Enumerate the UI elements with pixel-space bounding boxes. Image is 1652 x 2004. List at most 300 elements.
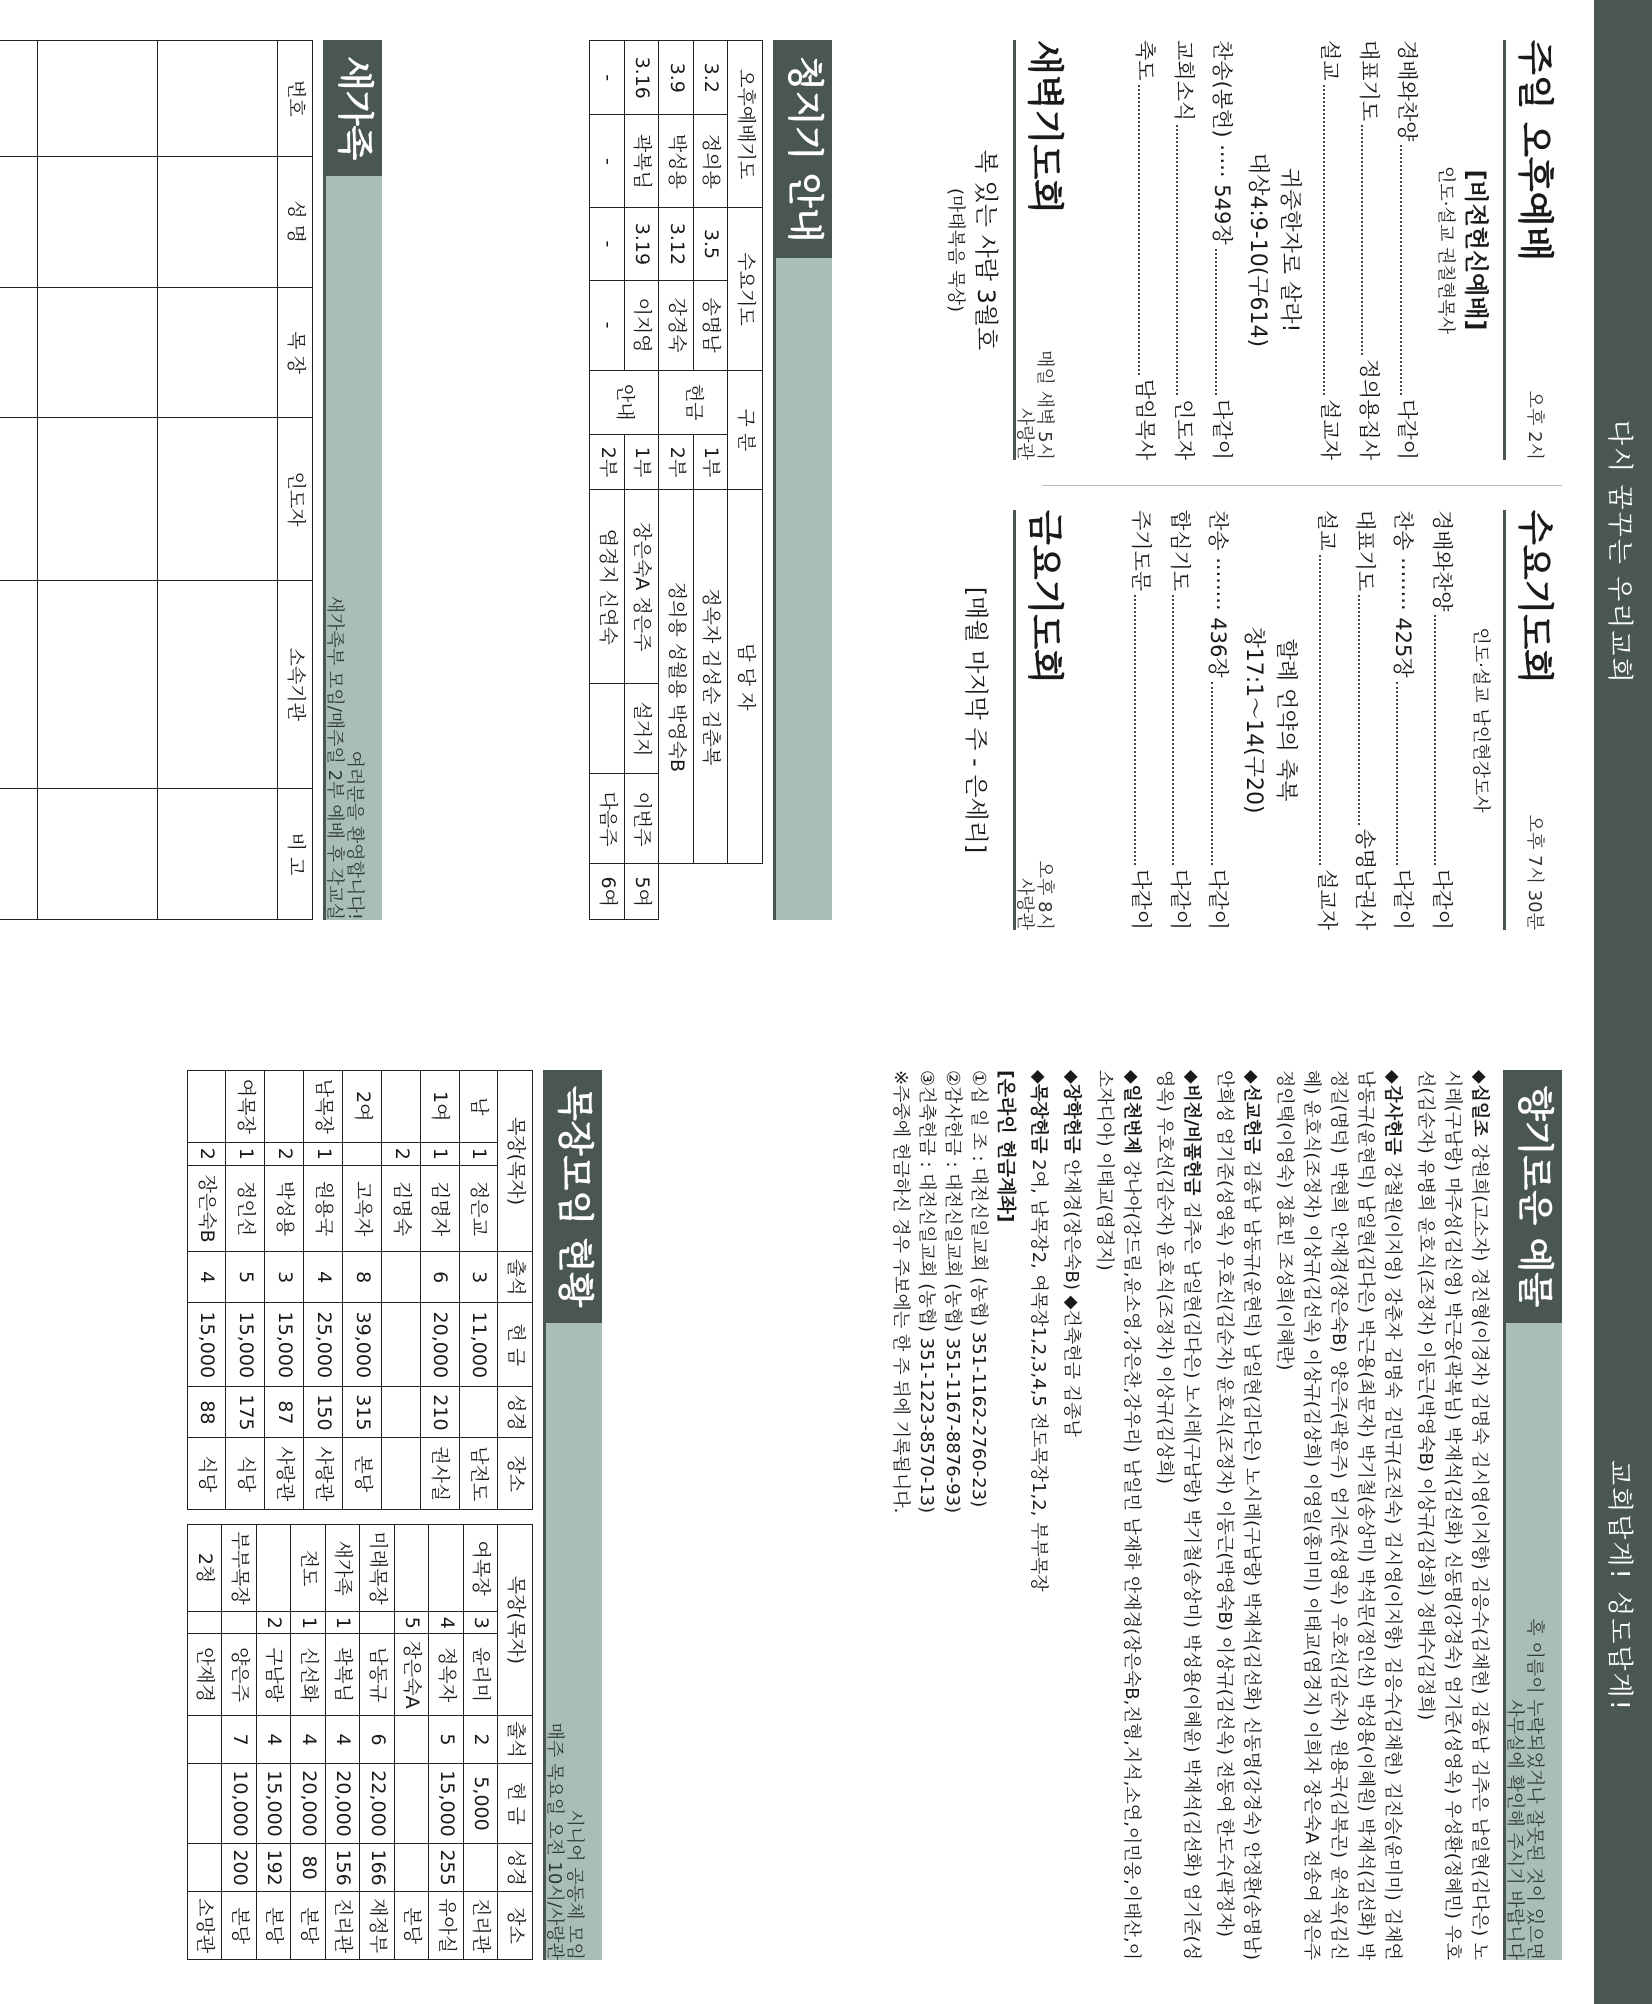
offering-names: 안재경(장은숙B) ◆건축헌금 김종남 xyxy=(1061,1153,1082,1437)
column-header: 성경 xyxy=(498,1387,533,1438)
order-who: 설교자 xyxy=(1318,399,1343,460)
order-who: 송명남권사 xyxy=(1353,828,1378,930)
column-header: 수요기도 xyxy=(728,208,763,370)
order-row xyxy=(1349,40,1387,460)
table-cell: 5,000 xyxy=(463,1764,498,1844)
order-label: 합심기도 xyxy=(1167,510,1192,592)
order-row xyxy=(1126,40,1164,460)
table-cell: 2청 xyxy=(187,1525,222,1612)
offering-section xyxy=(887,1070,1562,1960)
header-band xyxy=(1594,0,1652,2004)
column-header: 목 장 xyxy=(278,287,313,418)
table-cell: 3.19 xyxy=(624,208,659,280)
table-row xyxy=(394,1525,429,1960)
table-cell: 6 xyxy=(420,1252,459,1303)
offering-item xyxy=(1058,1070,1085,1960)
offering-key: ◆일천번제 xyxy=(1121,1070,1142,1155)
table-cell xyxy=(394,1764,429,1844)
table-cell: 미래목장 xyxy=(360,1525,395,1612)
table-cell: 5 xyxy=(394,1612,429,1634)
order-label: 찬송 ········ 425장 xyxy=(1391,510,1416,678)
column-header: 목장(목자) xyxy=(498,1071,533,1252)
table-row xyxy=(222,1525,257,1960)
order-dots xyxy=(1138,85,1160,375)
table-cell: 전도 xyxy=(291,1525,326,1612)
column-header: 담 당 자 xyxy=(728,490,763,864)
table-cell: - xyxy=(590,115,625,208)
table-cell: 장은숙A xyxy=(394,1634,429,1715)
table-cell: 15,000 xyxy=(256,1764,291,1844)
table-cell: 1부 xyxy=(693,434,728,489)
sermon-ref: 창17:1～14(구20) xyxy=(1241,626,1267,814)
offering-key: ◆비전/비품헌금 xyxy=(1181,1070,1202,1196)
table-cell: 다음주 xyxy=(590,774,625,864)
cell-section xyxy=(187,1070,602,1960)
order-label: 설교 xyxy=(1314,510,1339,551)
offering-key: ◆목장헌금 xyxy=(1028,1070,1049,1154)
table-cell: 3.16 xyxy=(624,41,659,115)
order-label: 찬송(봉헌) ····· 549장 xyxy=(1210,40,1235,245)
divider xyxy=(1042,485,1562,486)
order-dots xyxy=(1211,682,1233,865)
table-cell: 3 xyxy=(459,1252,498,1303)
section-time: 매일 새벽 5시 xyxy=(1034,350,1055,460)
table-cell: 210 xyxy=(420,1387,459,1438)
offering-key: ◆선교헌금 xyxy=(1241,1070,1262,1154)
table-cell: 윤리미 xyxy=(463,1634,498,1715)
subtitle: [비전헌신예배] xyxy=(1462,169,1490,331)
column-header: 번호 xyxy=(278,41,313,157)
table-cell: 1 xyxy=(226,1142,265,1166)
table-cell: 정인선 xyxy=(226,1166,265,1252)
table-cell: 4 xyxy=(256,1715,291,1763)
header-right: 교회답게! 성도답게! xyxy=(1604,1460,1634,1713)
order-label: 주기도문 xyxy=(1129,510,1154,592)
table-cell: 3.2 xyxy=(693,41,728,115)
table-cell: 88 xyxy=(187,1387,226,1438)
table-cell: 5 xyxy=(429,1715,464,1763)
table-cell xyxy=(187,1715,222,1763)
table-cell: 소망관 xyxy=(187,1892,222,1960)
order-row xyxy=(1346,510,1384,930)
column-header: 비 고 xyxy=(278,789,313,920)
table-cell: 3 xyxy=(265,1252,304,1303)
offering-names: 강나아(강드림,윤소영,강은찬,강우리) 남일민 남재하 안재경(장은숙B,진형,지석,소연,이민웅,이태산,이소자디아) 이태교(염경지) xyxy=(1094,1070,1142,1960)
table-cell: 본당 xyxy=(222,1892,257,1960)
section-title: 청지기 안내 xyxy=(776,40,832,258)
table-cell: 여목장 xyxy=(463,1525,498,1612)
order-row xyxy=(1384,510,1422,930)
table-cell: - xyxy=(590,208,625,280)
table-cell: 175 xyxy=(226,1387,265,1438)
newfamily-table xyxy=(0,40,313,920)
table-cell: 3 xyxy=(463,1612,498,1634)
section-title: 금요기도회 xyxy=(1024,510,1065,684)
account-title: [온라인 헌금계좌] xyxy=(995,1070,1017,1223)
table-cell xyxy=(222,1612,257,1634)
tag2: 새가족부 모임/매주일 2부 예배 후 각교실 xyxy=(324,595,346,920)
section-title: 목장모임 현황 xyxy=(546,1070,602,1323)
order-dots xyxy=(1361,125,1383,354)
table-row xyxy=(343,1071,382,1510)
table-row xyxy=(429,1525,464,1960)
column-header: 성 명 xyxy=(278,156,313,287)
offering-names: 2여, 남목장2, 여목장1,2,3,4,5 전도목장1,2, 부부목장 xyxy=(1028,1153,1049,1592)
table-cell: 1 xyxy=(420,1142,459,1166)
table-cell: 1 xyxy=(459,1142,498,1166)
section-title: 새벽기도회 xyxy=(1024,40,1065,214)
order-label: 경배와찬양 xyxy=(1395,40,1420,142)
table-cell: 1 xyxy=(325,1612,360,1634)
table-cell: 박성용 xyxy=(659,115,694,208)
order-dots xyxy=(1134,595,1156,865)
table-row xyxy=(187,1071,226,1510)
order-list xyxy=(1311,40,1426,460)
table-cell: 설거지 xyxy=(624,684,659,774)
cell-table-left xyxy=(187,1070,533,1510)
table-row xyxy=(463,1525,498,1960)
order-who: 다같이 xyxy=(1391,869,1416,930)
order-who: 담임목사 xyxy=(1133,378,1158,460)
order-row xyxy=(1164,40,1202,460)
offering-names: 김추은 남일현(김다은) 노시레(구남랑) 박기철(송상미) 박성용(이혜윤) 박재석(김선화) 엄기준(성영옥) 우호선(김순자) 윤호식(조정자) 이상규(김상희) xyxy=(1154,1070,1202,1960)
order-who: 다같이 xyxy=(1210,399,1235,460)
table-cell xyxy=(187,1612,222,1634)
table-cell xyxy=(265,1071,304,1143)
order-who: 다같이 xyxy=(1129,869,1154,930)
section-title: 주일 오후예배 xyxy=(1514,40,1555,262)
section-place: 사랑관 xyxy=(1014,407,1036,460)
table-cell: 김명자 xyxy=(420,1166,459,1252)
tag2: 매주 목요일 오전 10시/사랑관 xyxy=(544,1722,566,1960)
table-cell: 곽복님 xyxy=(624,115,659,208)
sermon-title: 할례 언약의 축복 xyxy=(1273,638,1299,802)
order-list-2 xyxy=(1126,40,1241,460)
table-row xyxy=(360,1525,395,1960)
table-cell: 3.9 xyxy=(659,41,694,115)
table-cell: 5 xyxy=(226,1252,265,1303)
friday-note: [매월 마지막 주 - 은세리] xyxy=(962,586,990,854)
table-cell: 1 xyxy=(304,1142,343,1166)
table-cell: 4 xyxy=(325,1715,360,1763)
table-cell: 2부 xyxy=(590,434,625,489)
table-row xyxy=(304,1071,343,1510)
column-header: 성경 xyxy=(498,1843,533,1891)
sermon-title: 귀중한자로 살라! xyxy=(1276,167,1302,333)
table-cell: 11,000 xyxy=(459,1303,498,1387)
table-cell: 15,000 xyxy=(265,1303,304,1387)
offering-names: 강원희(고소자) 경진형(이경자) 김명숙 김시영(이지향) 김응수(김채현) 김종남 김추은 남일현(김다은) 노시레(구남랑) 마주성(김신영) 박근웅(곽복님) 박재석(김선화) 신동명(강경숙) 엄기준(성영옥) 우성환(정혜민) 우호선(김순자) 유병희 윤호식(조정자) 이동근(박영숙B) 이상규(김상희) 정태수(김정희) xyxy=(1415,1070,1490,1960)
table-cell: 1여 xyxy=(420,1071,459,1143)
table-cell: 20,000 xyxy=(325,1764,360,1844)
column-header: 출석 xyxy=(498,1252,533,1303)
tag1: 시니어 공동체 모임 xyxy=(564,1809,585,1960)
column-header: 출석 xyxy=(498,1715,533,1763)
order-label: 대표기도 xyxy=(1356,40,1381,122)
table-cell: 곽복님 xyxy=(325,1634,360,1715)
table-cell xyxy=(459,1387,498,1438)
table-cell: 남목장 xyxy=(304,1071,343,1143)
table-cell: 4 xyxy=(187,1252,226,1303)
column-header: 오후예배기도 xyxy=(728,41,763,208)
order-who: 다같이 xyxy=(1206,869,1231,930)
table-cell: 강경숙 xyxy=(659,280,694,370)
sermon-sub: (마태복음 묵상) xyxy=(945,187,967,313)
table-cell xyxy=(590,684,625,774)
table-cell: 정옥자 xyxy=(429,1634,464,1715)
table-cell: 본당 xyxy=(394,1892,429,1960)
order-dots xyxy=(1215,249,1237,396)
header-left: 다시 꿈꾸는 우리교회 xyxy=(1604,420,1634,685)
wednesday-section xyxy=(1122,510,1562,930)
table-cell: 20,000 xyxy=(291,1764,326,1844)
column-header: 목장(목자) xyxy=(498,1525,533,1716)
table-cell: 10,000 xyxy=(222,1764,257,1844)
order-label: 경배와찬양 xyxy=(1429,510,1454,612)
column-header: 구 분 xyxy=(728,370,763,490)
table-cell xyxy=(381,1438,420,1510)
table-cell: 남동규 xyxy=(360,1634,395,1715)
order-row xyxy=(1199,510,1237,930)
order-who: 인도자 xyxy=(1171,399,1196,460)
table-cell: 156 xyxy=(325,1843,360,1891)
column-header: 장소 xyxy=(498,1892,533,1960)
section-title: 수요기도회 xyxy=(1514,510,1555,684)
table-cell xyxy=(394,1843,429,1891)
account-line: ①십 일 조 : 대전신일교회 (농협) 351-1162-2760-23) xyxy=(968,1070,990,1508)
sermon-title: 복 있는 사람 3월호 xyxy=(972,149,1000,351)
table-cell: 김명숙 xyxy=(381,1166,420,1252)
table-cell xyxy=(360,1612,395,1634)
order-label: 교회소식 xyxy=(1171,40,1196,122)
order-dots xyxy=(1319,555,1341,866)
table-cell: 87 xyxy=(265,1387,304,1438)
table-cell xyxy=(381,1252,420,1303)
table-cell xyxy=(343,1142,382,1166)
table-cell: 안재경 xyxy=(187,1634,222,1715)
table-cell: 15,000 xyxy=(226,1303,265,1387)
table-cell: 남 xyxy=(459,1071,498,1143)
table-cell xyxy=(381,1071,420,1143)
table-row xyxy=(693,41,728,920)
order-list xyxy=(1307,510,1461,930)
table-row xyxy=(226,1071,265,1510)
table-cell: 이지영 xyxy=(624,280,659,370)
section-title: 향기로운 예물 xyxy=(1506,1070,1562,1323)
table-row xyxy=(325,1525,360,1960)
cleaning-table xyxy=(589,40,763,920)
table-cell: 15,000 xyxy=(187,1303,226,1387)
table-cell: 양은주 xyxy=(222,1634,257,1715)
table-cell: 255 xyxy=(429,1843,464,1891)
table-cell: 4 xyxy=(304,1252,343,1303)
table-cell: 2 xyxy=(463,1715,498,1763)
table-cell: 사랑관 xyxy=(265,1438,304,1510)
tag1: 여러분을 환영합니다! xyxy=(344,750,365,920)
order-who: 설교자 xyxy=(1314,869,1339,930)
table-cell: 장은숙B xyxy=(187,1166,226,1252)
friday-section xyxy=(958,510,1072,930)
table-cell: 2 xyxy=(256,1612,291,1634)
table-cell: 송명남 xyxy=(693,280,728,370)
table-cell: 식당 xyxy=(187,1438,226,1510)
order-who: 정의용집사 xyxy=(1356,358,1381,460)
table-cell: 진리관 xyxy=(325,1892,360,1960)
table-cell: 고옥자 xyxy=(343,1166,382,1252)
tag1: 혹 이름이 누락되었거나 잘못된 것이 있으면 xyxy=(1524,1618,1545,1960)
table-cell: 315 xyxy=(343,1387,382,1438)
table-cell: 2여 xyxy=(343,1071,382,1143)
table-cell: 15,000 xyxy=(429,1764,464,1844)
account-line: ③건축헌금 : 대전신일교회 (농협) 351-1223-8570-13) xyxy=(916,1070,938,1514)
column-header: 소속기관 xyxy=(278,580,313,789)
section-title: 새가족 xyxy=(326,40,382,176)
account-line: ※주중에 헌금하신 경우 주보에는 한 주 뒤에 기록됩니다. xyxy=(890,1070,912,1514)
table-cell: 신선화 xyxy=(291,1634,326,1715)
offering-item xyxy=(1151,1070,1205,1960)
table-cell: 염경지 신연숙 xyxy=(590,490,625,684)
order-list-2 xyxy=(1122,510,1237,930)
offering-key: ◆장학헌금 xyxy=(1061,1070,1082,1154)
order-row xyxy=(1203,40,1241,460)
table-row xyxy=(420,1071,459,1510)
offering-item xyxy=(1091,1070,1145,1960)
order-who: 다같이 xyxy=(1395,399,1420,460)
table-cell: 2 xyxy=(187,1142,226,1166)
section-time: 오후 7시 30분 xyxy=(1524,814,1545,930)
cell-table-right xyxy=(187,1524,533,1960)
order-label: 대표기도 xyxy=(1353,510,1378,592)
table-cell: 정옥자 김성순 김춘복 xyxy=(693,490,728,864)
table-cell: 22,000 xyxy=(360,1764,395,1844)
table-cell: 이번주 xyxy=(624,774,659,864)
table-cell: 사랑관 xyxy=(304,1438,343,1510)
offering-list xyxy=(1025,1070,1493,1960)
table-cell: 여목장 xyxy=(226,1071,265,1143)
cleaning-section xyxy=(589,40,832,920)
table-cell: 2부 xyxy=(659,434,694,489)
table-cell: 식당 xyxy=(226,1438,265,1510)
table-cell: 헌금 xyxy=(659,370,728,434)
table-cell: 2 xyxy=(265,1142,304,1166)
table-cell: 원용국 xyxy=(304,1166,343,1252)
table-cell: 안내 xyxy=(590,370,659,434)
table-cell xyxy=(187,1764,222,1844)
table-cell: 장은숙A 정은주 xyxy=(624,490,659,684)
order-label: 설교 xyxy=(1318,40,1343,81)
table-cell: 3.5 xyxy=(693,208,728,280)
table-cell: 정은교 xyxy=(459,1166,498,1252)
dawn-section xyxy=(942,40,1072,460)
table-cell: 권사실 xyxy=(420,1438,459,1510)
section-time: 오후 2시 xyxy=(1524,390,1545,460)
leader: 인도·설교 남인현강도사 xyxy=(1470,627,1491,813)
table-cell: 4 xyxy=(291,1715,326,1763)
sermon-ref: 대상4:9-10(구614) xyxy=(1244,152,1270,348)
table-cell: 박성용 xyxy=(265,1166,304,1252)
offering-item xyxy=(1271,1070,1406,1960)
table-row xyxy=(659,41,694,920)
order-dots xyxy=(1400,145,1422,395)
table-cell: 유아실 xyxy=(429,1892,464,1960)
offering-key: ◆십일조 xyxy=(1469,1070,1490,1137)
offering-item xyxy=(1211,1070,1265,1960)
order-row xyxy=(1307,510,1345,930)
order-row xyxy=(1122,510,1160,930)
offering-item xyxy=(1412,1070,1493,1960)
table-cell: 정의용 xyxy=(693,115,728,208)
order-label: 축도 xyxy=(1133,40,1158,81)
sunday-pm-section xyxy=(1126,40,1562,460)
table-cell: 구남랑 xyxy=(256,1634,291,1715)
offering-item xyxy=(1025,1070,1052,1960)
order-label: 찬송 ········ 436장 xyxy=(1206,510,1231,678)
table-cell: 8 xyxy=(343,1252,382,1303)
table-cell xyxy=(256,1525,291,1612)
section-time: 오후 8시 xyxy=(1034,860,1055,930)
table-cell: 부부목장 xyxy=(222,1525,257,1612)
table-cell: 정의용 성월용 박영숙B xyxy=(659,490,694,864)
table-cell xyxy=(187,1843,222,1891)
column-header: 헌 금 xyxy=(498,1303,533,1387)
table-cell: 재정부 xyxy=(360,1892,395,1960)
table-cell: 7 xyxy=(222,1715,257,1763)
table-cell: 39,000 xyxy=(343,1303,382,1387)
tag2: 사무실에 확인해 주시기 바랍니다 xyxy=(1504,1699,1526,1960)
order-dots xyxy=(1396,682,1418,865)
table-cell xyxy=(394,1715,429,1763)
order-dots xyxy=(1176,125,1198,395)
leader: 인도·설교 권칠현목사 xyxy=(1435,166,1457,334)
table-cell: 200 xyxy=(222,1843,257,1891)
table-row xyxy=(624,41,659,920)
offering-names: 강철원(이지영) 강춘자 김명숙 김민규(조진숙) 김시영(이지향) 김응수(김채현) 김진승(윤미미) 김채연 남동규(윤현덕) 남일현(김다은) 박근용(최문자) 박기철(송상미) 박석문(정인선) 박성용(이혜원) 박재석(김선화) 박정길(명덕) 박현희 안재경(장은숙B) 양은주(곽윤주) 엄기준(성영옥) 우호선(김순자) 원용국(김복곤) 윤석옥(김신혜) 윤호식(조정자) 이상규(김선옥) 이상규(김상희) 이영일(홍미미) 이태교(염경지) 이희자 장은숙A 전송여 정은주 정인택(이영숙) 정효빈 조성희(이혜란) xyxy=(1274,1070,1403,1960)
account-line: ②감사헌금 : 대전신일교회 (농협) 351-1167-8876-93) xyxy=(942,1070,964,1514)
table-cell: - xyxy=(590,280,625,370)
table-cell: 본당 xyxy=(291,1892,326,1960)
table-cell: 5여 xyxy=(624,864,659,920)
column-header: 인도자 xyxy=(278,418,313,580)
table-cell: 192 xyxy=(256,1843,291,1891)
table-cell: 20,000 xyxy=(420,1303,459,1387)
order-dots xyxy=(1173,595,1195,865)
table-row xyxy=(459,1071,498,1510)
offering-key: ◆감사헌금 xyxy=(1382,1070,1403,1155)
order-who: 다같이 xyxy=(1429,869,1454,930)
order-row xyxy=(1311,40,1349,460)
order-dots xyxy=(1434,615,1456,865)
table-cell xyxy=(463,1843,498,1891)
table-cell: 3.12 xyxy=(659,208,694,280)
column-header: 장소 xyxy=(498,1438,533,1510)
table-cell: 6여 xyxy=(590,864,625,920)
table-cell: 80 xyxy=(291,1843,326,1891)
section-place: 사랑관 xyxy=(1014,877,1036,930)
table-row xyxy=(187,1525,222,1960)
table-cell xyxy=(381,1303,420,1387)
table-row xyxy=(381,1071,420,1510)
table-cell: 1부 xyxy=(624,434,659,489)
table-cell: 2 xyxy=(381,1142,420,1166)
table-cell: 본당 xyxy=(256,1892,291,1960)
offering-names: 김종남 남동규(윤현덕) 남일현(김다은) 노시레(구남랑) 박재석(김선화) 신동명(강경숙) 안정환(송명남) 안희성 엄기준(성영옥) 우호선(김순자) 윤호식(조정자) 이동근(박영숙B) 이상규(김선옥) 전동여 한도수(곽정자) xyxy=(1214,1070,1262,1960)
table-cell xyxy=(187,1071,226,1143)
table-row xyxy=(256,1525,291,1960)
order-dots xyxy=(1358,595,1380,824)
account-list xyxy=(887,1070,991,1960)
table-row xyxy=(291,1525,326,1960)
order-dots xyxy=(1323,85,1345,396)
